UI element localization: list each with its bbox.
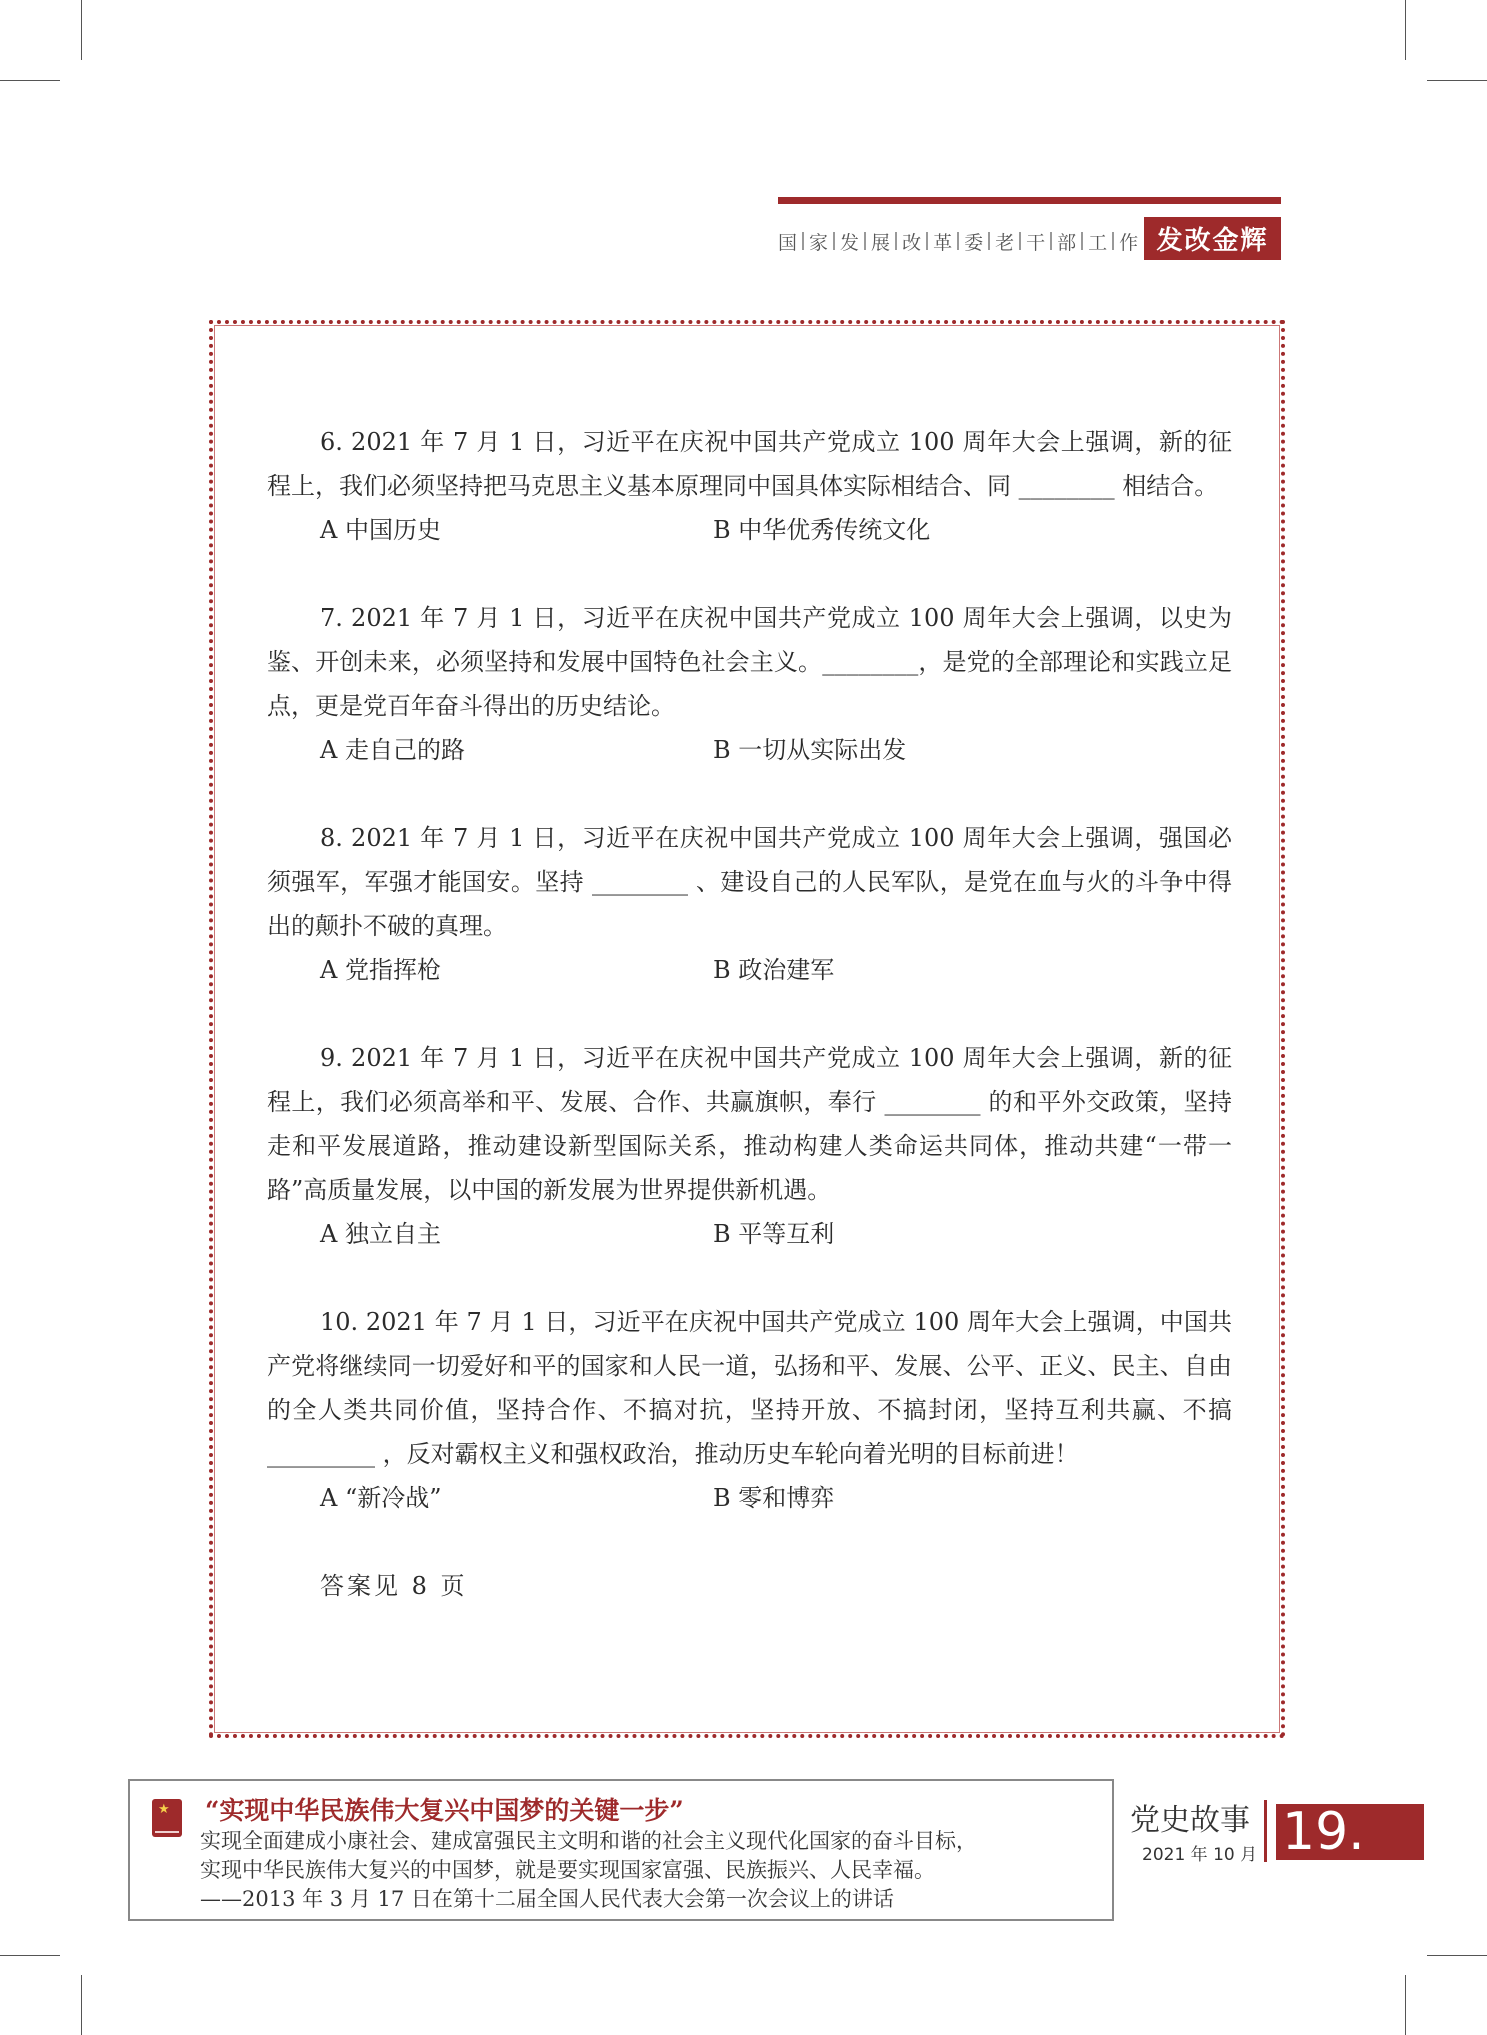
option-b: B 政治建军: [713, 956, 835, 984]
question-options: [320, 948, 1232, 992]
header-department-name: [778, 226, 1138, 256]
quote-line: 实现中华民族伟大复兴的中国梦，就是要实现国家富强、民族振兴、人民幸福。: [200, 1858, 935, 1882]
option-a: A “新冷战”: [320, 1484, 442, 1512]
option-b: B 一切从实际出发: [713, 736, 907, 764]
header-rule: [778, 197, 1281, 204]
header-logo: 发改金辉: [1144, 217, 1281, 260]
quote-source: ——2013 年 3 月 17 日在第十二届全国人民代表大会第一次会议上的讲话: [200, 1887, 894, 1911]
header-char: 国: [778, 231, 798, 254]
header-separator: [957, 232, 959, 250]
header-separator: [926, 232, 928, 250]
header-separator: [1019, 232, 1021, 250]
quote-box: [128, 1779, 1114, 1921]
header-char: 展: [871, 231, 891, 254]
header-separator: [864, 232, 866, 250]
header-separator: [1050, 232, 1052, 250]
crop-mark: [81, 0, 82, 60]
quote-line: 实现全面建成小康社会、建成富强民主文明和谐的社会主义现代化国家的奋斗目标，: [200, 1829, 977, 1853]
header-char: 发: [840, 231, 860, 254]
question-8: [267, 816, 1232, 992]
header-separator: [1081, 232, 1083, 250]
option-b: B 平等互利: [713, 1220, 835, 1248]
question-text: 10. 2021 年 7 月 1 日，习近平在庆祝中国共产党成立 100 周年大会上强调，中国共产党将继续同一切爱好和平的国家和人民一道，弘扬和平、发展、公平、正义、民主、自由的全人类共同价值，坚持合作、不搞对抗，坚持开放、不搞封闭，坚持互利共赢、不搞 _________ ，反对霸权主义和强权政治，推动历史车轮向着光明的目标前进！: [267, 1308, 1232, 1468]
header-separator: [802, 232, 804, 250]
option-a: A 独立自主: [320, 1220, 441, 1248]
issue-date: 2021 年 10 月: [1142, 1845, 1258, 1865]
crop-mark: [1427, 80, 1487, 81]
option-a: A 走自己的路: [320, 736, 465, 764]
header-char: 革: [933, 231, 953, 254]
option-a: A 党指挥枪: [320, 956, 441, 984]
header-separator: [895, 232, 897, 250]
option-a: A 中国历史: [320, 516, 441, 544]
question-10: [267, 1300, 1232, 1520]
question-text: 7. 2021 年 7 月 1 日，习近平在庆祝中国共产党成立 100 周年大会上强调，以史为鉴、开创未来，必须坚持和发展中国特色社会主义。________，是党的全部理论和实践立足点，更是党百年奋斗得出的历史结论。: [267, 604, 1232, 720]
crop-mark: [0, 80, 60, 81]
crop-mark: [0, 1955, 60, 1956]
page-number: 19.: [1276, 1804, 1424, 1860]
header-char: 老: [995, 231, 1015, 254]
header-char: 干: [1026, 231, 1046, 254]
header-char: 作: [1119, 231, 1139, 254]
crop-mark: [1405, 0, 1406, 60]
question-text: 9. 2021 年 7 月 1 日，习近平在庆祝中国共产党成立 100 周年大会上强调，新的征程上，我们必须高举和平、发展、合作、共赢旗帜，奉行 ________ 的和平外交政策，坚持走和平发展道路，推动建设新型国际关系，推动构建人类命运共同体，推动共建“一带一路”高质量发展，以中国的新发展为世界提供新机遇。: [267, 1044, 1232, 1204]
red-book-icon: [152, 1799, 182, 1837]
option-b: B 中华优秀传统文化: [713, 516, 931, 544]
question-options: [320, 1476, 1232, 1520]
header-separator: [833, 232, 835, 250]
answer-note: 答案见 8 页: [320, 1572, 468, 1600]
question-6: [267, 420, 1232, 552]
quote-title: “实现中华民族伟大复兴中国梦的关键一步”: [205, 1796, 684, 1825]
question-text: 8. 2021 年 7 月 1 日，习近平在庆祝中国共产党成立 100 周年大会上强调，强国必须强军，军强才能国安。坚持 ________ 、建设自己的人民军队，是党在血与火的斗争中得出的颠扑不破的真理。: [267, 824, 1232, 940]
question-options: [320, 728, 1232, 772]
header-char: 工: [1088, 231, 1108, 254]
header-separator: [988, 232, 990, 250]
footer-divider: [1264, 1800, 1267, 1862]
crop-mark: [1427, 1955, 1487, 1956]
header-char: 部: [1057, 231, 1077, 254]
question-list: [267, 420, 1232, 1608]
crop-mark: [1405, 1975, 1406, 2035]
section-title: 党史故事: [1130, 1803, 1250, 1838]
quote-body: [200, 1827, 977, 1914]
header-char: 家: [809, 231, 829, 254]
header-char: 改: [902, 231, 922, 254]
header-separator: [1112, 232, 1114, 250]
crop-mark: [81, 1975, 82, 2035]
question-text: 6. 2021 年 7 月 1 日，习近平在庆祝中国共产党成立 100 周年大会上强调，新的征程上，我们必须坚持把马克思主义基本原理同中国具体实际相结合、同 ________ 相结合。: [267, 428, 1232, 500]
question-options: [320, 1212, 1232, 1256]
option-b: B 零和博弈: [713, 1484, 835, 1512]
question-7: [267, 596, 1232, 772]
question-options: [320, 508, 1232, 552]
header-char: 委: [964, 231, 984, 254]
question-9: [267, 1036, 1232, 1256]
